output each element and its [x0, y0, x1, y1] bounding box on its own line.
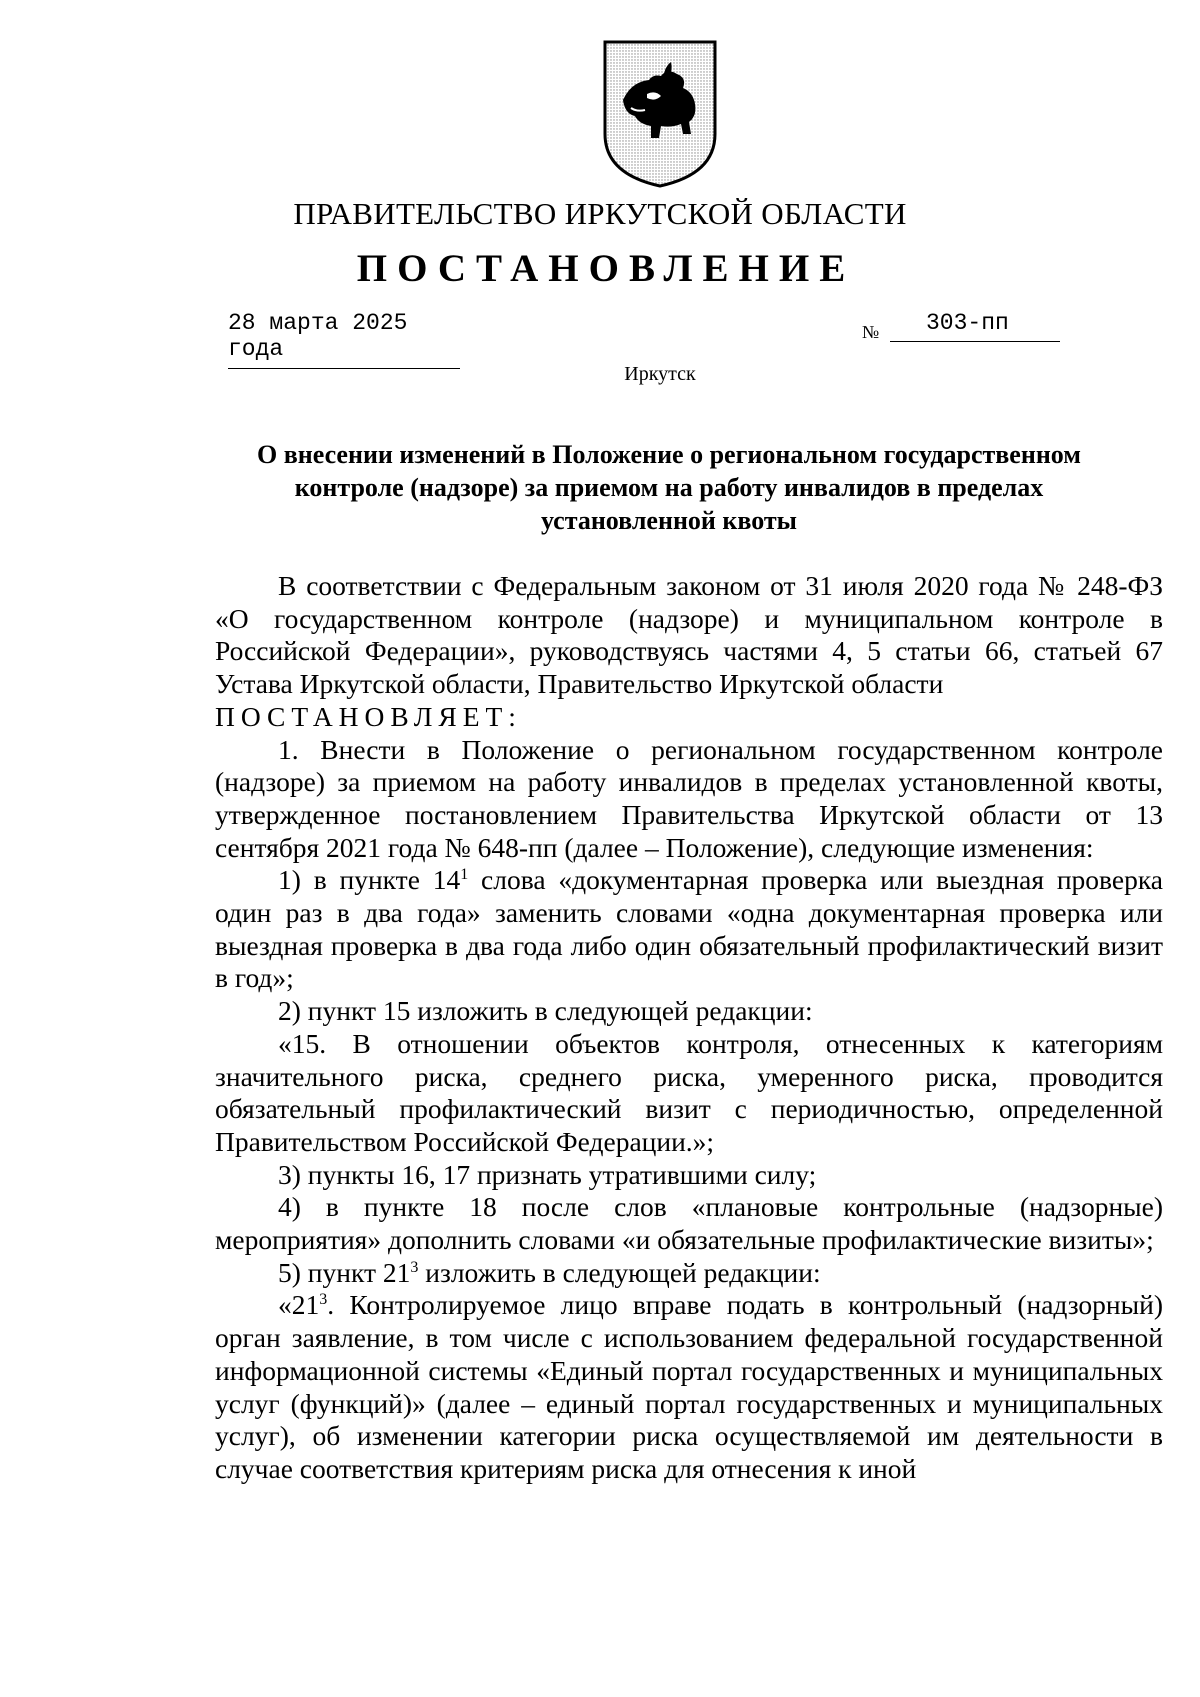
- item-1-5-superscript: 3: [410, 1258, 419, 1276]
- government-name: ПРАВИТЕЛЬСТВО ИРКУТСКОЙ ОБЛАСТИ: [293, 196, 907, 231]
- item-1-1: [215, 864, 1163, 995]
- item-1-1-rest: слова «документарная проверка или выездная проверка один раз в два года» заменить словами «одна документарная проверка или выездная проверка в два года либо один обязательный профилактический визит в год»;: [215, 864, 1163, 994]
- document-subject: О внесении изменений в Положение о региональном государственном контроле (надзоре) за приемом на работу инвалидов в пределах установленной квоты: [256, 440, 1082, 535]
- document-body: [215, 570, 1163, 1486]
- item-1-5: [215, 1257, 1163, 1290]
- item-1-5-text-superscript: 3: [319, 1291, 328, 1309]
- item-1: 1. Внести в Положение о региональном государственном контроле (надзоре) за приемом на работу инвалидов в пределах установленной квоты, утвержденное постановлением Правительства Иркутской области от 13 сентября 2021 года № 648-пп (далее – Положение), следующие изменения:: [215, 733, 1163, 863]
- document-type: ПОСТАНОВЛЕНИЕ: [356, 247, 856, 290]
- resolves-word: ПОСТАНОВЛЯЕТ:: [215, 700, 522, 732]
- item-1-1-start: 1) в пункте 14: [278, 864, 461, 896]
- item-1-3: 3) пункты 16, 17 признать утратившими силу;: [278, 1158, 817, 1190]
- item-1-2: 2) пункт 15 изложить в следующей редакции:: [278, 995, 813, 1027]
- item-1-5-rest: изложить в следующей редакции:: [418, 1256, 821, 1288]
- item-1-5-start: 5) пункт 21: [278, 1256, 411, 1288]
- item-1-5-text-rest: . Контролируемое лицо вправе подать в контрольный (надзорный) орган заявление, в том числе с использованием федеральной государственной информационной системы «Единый портал государственных и муниципальных услуг (функций)» (далее – единый портал государственных и муниципальных услуг), об изменении категории риска осуществляемой им деятельности в случае соответствия критериям риска для отнесения к иной: [215, 1289, 1163, 1484]
- document-date: 28 марта 2025 года: [228, 310, 460, 369]
- number-sign: №: [862, 322, 880, 342]
- issue-city: Иркутск: [624, 363, 696, 385]
- item-1-1-superscript: 1: [460, 866, 469, 884]
- item-1-5-text-start: «21: [278, 1289, 320, 1321]
- item-1-5-text: [215, 1289, 1163, 1485]
- preamble-paragraph: В соответствии с Федеральным законом от 31 июля 2020 года № 248-ФЗ «О государственном контроле (надзоре) и муниципальном контроле в Российской Федерации», руководствуясь частями 4, 5 статьи 66, статьей 67 Устава Иркутской области, Правительство Иркутской области: [215, 570, 1163, 700]
- item-1-4: 4) в пункте 18 после слов «плановые контрольные (надзорные) мероприятия» дополнить словами «и обязательные профилактические визиты»;: [215, 1191, 1163, 1256]
- irkutsk-coat-of-arms-icon: [601, 38, 719, 190]
- document-number: 303-пп: [890, 310, 1060, 342]
- item-1-2-text: «15. В отношении объектов контроля, отнесенных к категориям значительного риска, среднего риска, умеренного риска, проводится обязательный профилактический визит с периодичностью, определенной Правительством Российской Федерации.»;: [215, 1027, 1163, 1157]
